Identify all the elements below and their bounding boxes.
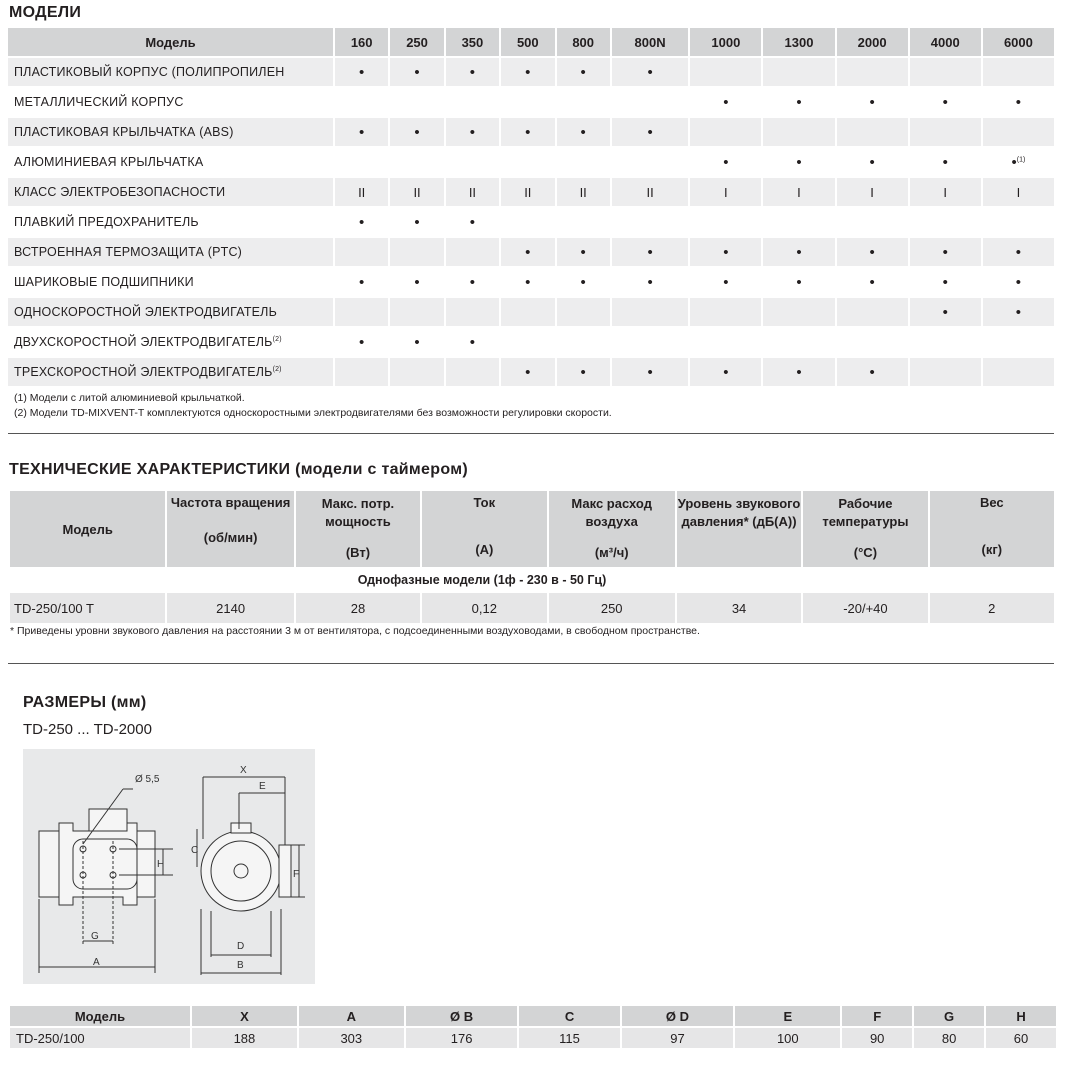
feature-cell: I bbox=[690, 178, 761, 206]
specs-group-label: Однофазные модели (1ф - 230 в - 50 Гц) bbox=[10, 569, 1054, 591]
feature-cell: • bbox=[557, 358, 610, 386]
spec-header-temp: Рабочие температуры (°С) bbox=[803, 491, 927, 567]
feature-cell bbox=[390, 358, 443, 386]
feature-cell: I bbox=[837, 178, 908, 206]
section-divider bbox=[8, 433, 1054, 434]
dims-cell: 90 bbox=[842, 1028, 912, 1048]
spec-cell-rpm: 2140 bbox=[167, 593, 293, 623]
dims-row bbox=[10, 1028, 1056, 1048]
feature-cell bbox=[910, 358, 981, 386]
model-column: 2000 bbox=[837, 28, 908, 56]
feature-cell bbox=[612, 208, 688, 236]
feature-cell bbox=[983, 58, 1054, 86]
feature-cell bbox=[501, 298, 554, 326]
feature-cell: • bbox=[390, 328, 443, 356]
dims-header: Ø B bbox=[406, 1006, 518, 1026]
feature-cell bbox=[910, 58, 981, 86]
feature-cell: • bbox=[446, 268, 499, 296]
feature-cell bbox=[612, 88, 688, 116]
fan-dimensions-diagram bbox=[23, 749, 315, 984]
spec-header-weight: Вес (кг) bbox=[930, 491, 1054, 567]
feature-cell bbox=[690, 58, 761, 86]
feature-cell bbox=[446, 238, 499, 266]
feature-cell bbox=[335, 358, 388, 386]
section-divider bbox=[8, 663, 1054, 664]
feature-cell: • bbox=[690, 148, 761, 176]
feature-label: МЕТАЛЛИЧЕСКИЙ КОРПУС bbox=[8, 88, 333, 116]
feature-cell: • bbox=[612, 238, 688, 266]
feature-cell: • bbox=[612, 358, 688, 386]
dims-table bbox=[8, 1004, 1058, 1050]
feature-cell: • bbox=[446, 208, 499, 236]
spec-cell-noise: 34 bbox=[677, 593, 801, 623]
feature-cell: II bbox=[335, 178, 388, 206]
feature-label: КЛАСС ЭЛЕКТРОБЕЗОПАСНОСТИ bbox=[8, 178, 333, 206]
feature-cell: • bbox=[557, 58, 610, 86]
h-label: H bbox=[157, 859, 165, 870]
feature-cell bbox=[690, 118, 761, 146]
feature-row bbox=[8, 238, 1054, 266]
feature-cell bbox=[612, 298, 688, 326]
feature-cell bbox=[335, 88, 388, 116]
feature-cell: I bbox=[983, 178, 1054, 206]
feature-cell bbox=[446, 88, 499, 116]
model-header: Модель bbox=[8, 28, 333, 56]
dims-header: E bbox=[735, 1006, 840, 1026]
dims-header: Ø D bbox=[622, 1006, 734, 1026]
feature-cell bbox=[837, 328, 908, 356]
dims-header: G bbox=[914, 1006, 984, 1026]
models-note-2: (2) Модели TD-MIXVENT-T комплектуются односкоростными электродвигателями без возможности регулировки скорости. bbox=[14, 407, 612, 419]
feature-cell: • bbox=[983, 88, 1054, 116]
b-label: B bbox=[237, 960, 244, 971]
feature-cell: • bbox=[446, 58, 499, 86]
feature-cell bbox=[763, 58, 834, 86]
feature-cell: • bbox=[335, 268, 388, 296]
feature-cell: • bbox=[910, 298, 981, 326]
feature-label: ДВУХСКОРОСТНОЙ ЭЛЕКТРОДВИГАТЕЛЬ$^{(2)}$ bbox=[8, 328, 333, 356]
feature-cell bbox=[501, 88, 554, 116]
model-column: 1300 bbox=[763, 28, 834, 56]
dims-header: A bbox=[299, 1006, 404, 1026]
feature-label: ПЛАВКИЙ ПРЕДОХРАНИТЕЛЬ bbox=[8, 208, 333, 236]
feature-cell bbox=[612, 148, 688, 176]
model-column: 6000 bbox=[983, 28, 1054, 56]
feature-cell: • bbox=[763, 268, 834, 296]
feature-row bbox=[8, 58, 1054, 86]
feature-cell: • bbox=[837, 268, 908, 296]
feature-cell bbox=[837, 208, 908, 236]
feature-cell: • bbox=[837, 148, 908, 176]
feature-cell bbox=[501, 148, 554, 176]
dims-header: Модель bbox=[10, 1006, 190, 1026]
model-column: 800N bbox=[612, 28, 688, 56]
feature-cell bbox=[557, 208, 610, 236]
feature-cell bbox=[612, 328, 688, 356]
feature-cell bbox=[390, 238, 443, 266]
spec-header-current: Ток (А) bbox=[422, 491, 546, 567]
feature-label: АЛЮМИНИЕВАЯ КРЫЛЬЧАТКА bbox=[8, 148, 333, 176]
spec-cell-temp: -20/+40 bbox=[803, 593, 927, 623]
feature-row bbox=[8, 148, 1054, 176]
feature-cell bbox=[763, 328, 834, 356]
feature-cell bbox=[557, 148, 610, 176]
model-column: 250 bbox=[390, 28, 443, 56]
feature-cell bbox=[690, 328, 761, 356]
model-column: 350 bbox=[446, 28, 499, 56]
feature-cell bbox=[983, 118, 1054, 146]
feature-cell bbox=[390, 148, 443, 176]
dims-header: C bbox=[519, 1006, 619, 1026]
feature-cell: I bbox=[910, 178, 981, 206]
dims-header-row bbox=[10, 1006, 1056, 1026]
feature-cell: • bbox=[690, 238, 761, 266]
feature-cell bbox=[390, 298, 443, 326]
feature-cell bbox=[390, 88, 443, 116]
dims-cell: 60 bbox=[986, 1028, 1056, 1048]
spec-cell-current: 0,12 bbox=[422, 593, 546, 623]
feature-cell: • bbox=[335, 328, 388, 356]
feature-cell: • bbox=[557, 268, 610, 296]
feature-row bbox=[8, 88, 1054, 116]
feature-cell: • bbox=[690, 358, 761, 386]
feature-cell bbox=[335, 238, 388, 266]
feature-cell: • bbox=[837, 238, 908, 266]
feature-cell bbox=[910, 208, 981, 236]
feature-cell bbox=[557, 328, 610, 356]
spec-header-power: Макс. потр. мощность (Вт) bbox=[296, 491, 420, 567]
feature-cell: • bbox=[910, 88, 981, 116]
feature-cell bbox=[446, 298, 499, 326]
dims-header: X bbox=[192, 1006, 297, 1026]
feature-cell: • bbox=[390, 58, 443, 86]
feature-cell: II bbox=[501, 178, 554, 206]
feature-cell: • bbox=[910, 148, 981, 176]
d-label: D bbox=[237, 941, 245, 952]
feature-cell: • bbox=[501, 358, 554, 386]
spec-header-rpm: Частота вращения (об/мин) bbox=[167, 491, 293, 567]
feature-cell bbox=[501, 208, 554, 236]
feature-cell: • bbox=[983, 298, 1054, 326]
feature-cell bbox=[763, 118, 834, 146]
feature-cell: • bbox=[690, 88, 761, 116]
feature-cell bbox=[763, 208, 834, 236]
spec-cell-weight: 2 bbox=[930, 593, 1054, 623]
c-label: C bbox=[191, 845, 199, 856]
model-column: 800 bbox=[557, 28, 610, 56]
feature-cell: • bbox=[501, 238, 554, 266]
feature-cell: • bbox=[446, 118, 499, 146]
feature-row bbox=[8, 358, 1054, 386]
feature-cell bbox=[763, 298, 834, 326]
feature-cell: • bbox=[501, 58, 554, 86]
dims-title: РАЗМЕРЫ (мм) bbox=[23, 694, 147, 711]
feature-row bbox=[8, 268, 1054, 296]
dims-subtitle: TD-250 ... TD-2000 bbox=[23, 721, 152, 738]
feature-cell: • bbox=[335, 118, 388, 146]
dims-cell: 303 bbox=[299, 1028, 404, 1048]
feature-cell: • bbox=[335, 58, 388, 86]
models-table bbox=[6, 26, 1056, 388]
specs-header-row bbox=[10, 491, 1054, 567]
e-label: E bbox=[259, 781, 266, 792]
feature-row bbox=[8, 298, 1054, 326]
spec-cell-power: 28 bbox=[296, 593, 420, 623]
feature-row bbox=[8, 208, 1054, 236]
feature-cell: • bbox=[983, 268, 1054, 296]
spec-header-model: Модель bbox=[10, 491, 165, 567]
models-title: МОДЕЛИ bbox=[9, 4, 82, 21]
feature-cell bbox=[983, 328, 1054, 356]
feature-row bbox=[8, 178, 1054, 206]
dims-cell: 100 bbox=[735, 1028, 840, 1048]
feature-cell bbox=[837, 298, 908, 326]
feature-cell bbox=[557, 88, 610, 116]
feature-cell: • bbox=[446, 328, 499, 356]
x-label: X bbox=[240, 765, 247, 776]
feature-cell: • bbox=[837, 358, 908, 386]
spec-cell-model: TD-250/100 T bbox=[10, 593, 165, 623]
feature-cell bbox=[837, 118, 908, 146]
feature-cell: • bbox=[612, 58, 688, 86]
feature-label: ВСТРОЕННАЯ ТЕРМОЗАЩИТА (PTC) bbox=[8, 238, 333, 266]
feature-cell: • bbox=[501, 268, 554, 296]
model-column: 500 bbox=[501, 28, 554, 56]
feature-cell bbox=[910, 118, 981, 146]
dims-cell: 176 bbox=[406, 1028, 518, 1048]
spec-cell-airflow: 250 bbox=[549, 593, 675, 623]
feature-cell: II bbox=[390, 178, 443, 206]
feature-cell bbox=[501, 328, 554, 356]
feature-cell: • bbox=[690, 268, 761, 296]
feature-cell bbox=[335, 148, 388, 176]
feature-cell: • bbox=[612, 118, 688, 146]
feature-label: ОДНОСКОРОСТНОЙ ЭЛЕКТРОДВИГАТЕЛЬ bbox=[8, 298, 333, 326]
dims-header: F bbox=[842, 1006, 912, 1026]
feature-cell: • bbox=[390, 208, 443, 236]
feature-cell: II bbox=[612, 178, 688, 206]
f-label: F bbox=[293, 869, 300, 880]
feature-cell: • bbox=[983, 238, 1054, 266]
feature-cell bbox=[690, 208, 761, 236]
feature-row bbox=[8, 328, 1054, 356]
feature-cell: • bbox=[557, 238, 610, 266]
model-column: 4000 bbox=[910, 28, 981, 56]
models-header-row bbox=[8, 28, 1054, 56]
dims-cell: 80 bbox=[914, 1028, 984, 1048]
dims-cell: 97 bbox=[622, 1028, 734, 1048]
feature-cell bbox=[446, 148, 499, 176]
feature-cell: • bbox=[837, 88, 908, 116]
feature-label: ТРЕХСКОРОСТНОЙ ЭЛЕКТРОДВИГАТЕЛЬ$^{(2)}$ bbox=[8, 358, 333, 386]
g-label: G bbox=[91, 931, 99, 942]
feature-cell bbox=[983, 208, 1054, 236]
feature-cell bbox=[983, 358, 1054, 386]
model-column: 1000 bbox=[690, 28, 761, 56]
feature-cell bbox=[557, 298, 610, 326]
feature-cell: • bbox=[557, 118, 610, 146]
specs-group-row bbox=[10, 569, 1054, 591]
model-column: 160 bbox=[335, 28, 388, 56]
dims-header: H bbox=[986, 1006, 1056, 1026]
feature-cell: I bbox=[763, 178, 834, 206]
dims-cell: 188 bbox=[192, 1028, 297, 1048]
specs-table bbox=[8, 489, 1056, 625]
specs-title: ТЕХНИЧЕСКИЕ ХАРАКТЕРИСТИКИ (модели с таймером) bbox=[9, 461, 468, 478]
feature-cell: • bbox=[763, 238, 834, 266]
feature-cell: • bbox=[501, 118, 554, 146]
feature-cell bbox=[837, 58, 908, 86]
feature-cell: • bbox=[612, 268, 688, 296]
models-note-1: (1) Модели с литой алюминиевой крыльчаткой. bbox=[14, 392, 245, 404]
feature-cell: • bbox=[390, 268, 443, 296]
feature-cell: • bbox=[910, 268, 981, 296]
hole-label: Ø 5,5 bbox=[135, 774, 160, 785]
dims-cell: TD-250/100 bbox=[10, 1028, 190, 1048]
feature-cell bbox=[446, 358, 499, 386]
feature-label: ПЛАСТИКОВАЯ КРЫЛЬЧАТКА (ABS) bbox=[8, 118, 333, 146]
spec-header-noise: Уровень звукового давления* (дБ(А)) bbox=[677, 491, 801, 567]
feature-cell: • bbox=[763, 358, 834, 386]
spec-header-airflow: Макс расход воздуха (м³/ч) bbox=[549, 491, 675, 567]
a-label: A bbox=[93, 957, 100, 968]
feature-cell: •$^{(1)}$ bbox=[983, 148, 1054, 176]
dimension-drawing bbox=[23, 749, 315, 984]
feature-cell: II bbox=[446, 178, 499, 206]
feature-cell: II bbox=[557, 178, 610, 206]
feature-cell: • bbox=[390, 118, 443, 146]
dims-cell: 115 bbox=[519, 1028, 619, 1048]
feature-cell bbox=[690, 298, 761, 326]
feature-cell: • bbox=[335, 208, 388, 236]
feature-cell: • bbox=[910, 238, 981, 266]
feature-label: ПЛАСТИКОВЫЙ КОРПУС (ПОЛИПРОПИЛЕН bbox=[8, 58, 333, 86]
feature-label: ШАРИКОВЫЕ ПОДШИПНИКИ bbox=[8, 268, 333, 296]
specs-footnote: * Приведены уровни звукового давления на расстоянии 3 м от вентилятора, с подсоединенными воздуховодами, в свободном пространстве. bbox=[10, 625, 700, 637]
feature-cell: • bbox=[763, 88, 834, 116]
feature-cell bbox=[910, 328, 981, 356]
specs-row bbox=[10, 593, 1054, 623]
feature-row bbox=[8, 118, 1054, 146]
feature-cell bbox=[335, 298, 388, 326]
feature-cell: • bbox=[763, 148, 834, 176]
